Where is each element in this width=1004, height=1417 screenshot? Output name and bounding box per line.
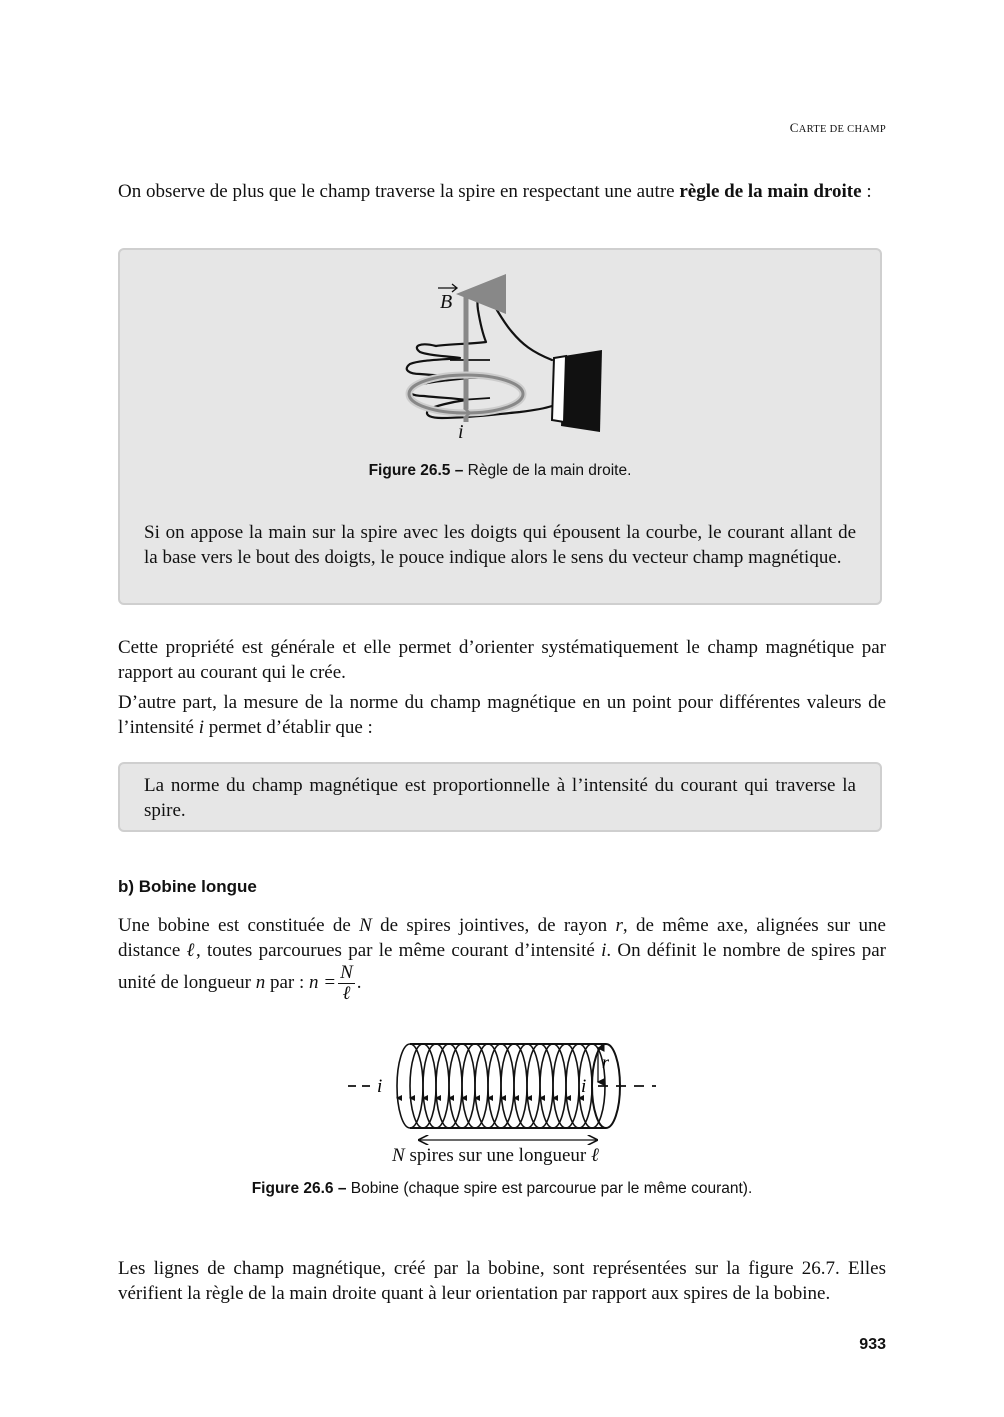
figure-266-caption bbox=[118, 1180, 886, 1198]
sleeve-shape bbox=[561, 350, 602, 432]
figure-265-caption bbox=[120, 462, 880, 480]
right-current-label: i bbox=[581, 1076, 587, 1097]
def-text-4: , toutes parcourues par le même courant d’intensité bbox=[195, 940, 602, 961]
def-text-3: , de même axe, alignées sur une distance bbox=[118, 915, 886, 961]
intensity-variable: i bbox=[198, 717, 205, 738]
length-label-text: spires sur une longueur bbox=[404, 1145, 591, 1166]
running-header bbox=[790, 120, 886, 136]
b-vector-label: B bbox=[440, 291, 453, 313]
proportionality-text: La norme du champ magnétique est proportionnelle à l’intensité du courant qui traverse la spire. bbox=[144, 775, 856, 821]
def-text-6: par : bbox=[265, 971, 310, 993]
radius-label: r bbox=[602, 1052, 610, 1072]
running-title-initial: C bbox=[789, 120, 799, 135]
left-current-label: i bbox=[377, 1076, 383, 1097]
fraction bbox=[338, 963, 355, 1004]
right-hand-rule-box bbox=[118, 248, 882, 605]
intro-text: On observe de plus que le champ traverse la spire en respectant une autre bbox=[118, 181, 680, 202]
figure-266-text: Bobine (chaque spire est parcourue par le même courant). bbox=[350, 1180, 753, 1197]
measure-text-before: D’autre part, la mesure de la norme du champ magnétique en un point pour différentes valeurs de l’intensité bbox=[118, 692, 886, 738]
right-hand-rule-figure bbox=[120, 272, 880, 472]
figure-266-sep: – bbox=[333, 1180, 351, 1197]
figure-266-label: Figure 26.6 bbox=[251, 1180, 334, 1197]
figure-265-sep: – bbox=[450, 462, 468, 479]
measure-paragraph bbox=[118, 690, 886, 740]
fraction-numerator: N bbox=[340, 962, 353, 983]
length-label bbox=[392, 1145, 599, 1167]
fraction-denominator: ℓ bbox=[342, 983, 351, 1004]
measure-text-after: permet d’établir que : bbox=[204, 717, 373, 738]
section-heading: b) Bobine longue bbox=[118, 877, 257, 896]
var-r: r bbox=[615, 915, 623, 936]
formula-lhs: n = bbox=[309, 971, 337, 993]
general-property-paragraph: Cette propriété est générale et elle permet d’orienter systématiquement le champ magnétique par rapport au courant qui le crée. bbox=[118, 637, 886, 683]
closing-paragraph: Les lignes de champ magnétique, créé par la bobine, sont représentées sur la figure 26.7. Elles vérifient la règle de la main droite quant à leur orientation par rapport aux spires de la bobine. bbox=[118, 1258, 886, 1304]
def-text-2: de spires jointives, de rayon bbox=[371, 915, 616, 936]
var-ell: ℓ bbox=[186, 940, 196, 961]
def-text-5: . On définit le nombre de spires par unité de longueur bbox=[118, 940, 886, 993]
page-number: 933 bbox=[859, 1336, 886, 1353]
current-label: i bbox=[458, 421, 464, 443]
bobine-definition-paragraph bbox=[118, 913, 886, 1004]
figure-265-text: Règle de la main droite. bbox=[467, 462, 632, 479]
running-title-rest: ARTE DE CHAMP bbox=[798, 124, 886, 135]
coil-turns bbox=[397, 1044, 605, 1128]
length-label-N: N bbox=[392, 1145, 405, 1166]
def-text-1: Une bobine est constituée de bbox=[118, 915, 360, 936]
figure-265-label: Figure 26.5 bbox=[368, 462, 451, 479]
var-N: N bbox=[359, 915, 372, 936]
intro-tail: : bbox=[861, 181, 872, 202]
intro-bold: règle de la main droite bbox=[679, 181, 862, 202]
var-i: i bbox=[601, 940, 607, 961]
intro-paragraph bbox=[118, 179, 886, 204]
proportionality-box bbox=[118, 762, 882, 832]
var-n: n bbox=[255, 971, 266, 993]
length-label-ell: ℓ bbox=[590, 1145, 599, 1166]
def-text-7: . bbox=[356, 971, 362, 993]
right-hand-rule-text: Si on appose la main sur la spire avec les doigts qui épousent la courbe, le courant allant de la base vers le bout des doigts, le pouce indique alors le sens du vecteur champ magnétique. bbox=[144, 522, 856, 568]
cuff-shape bbox=[552, 356, 566, 422]
